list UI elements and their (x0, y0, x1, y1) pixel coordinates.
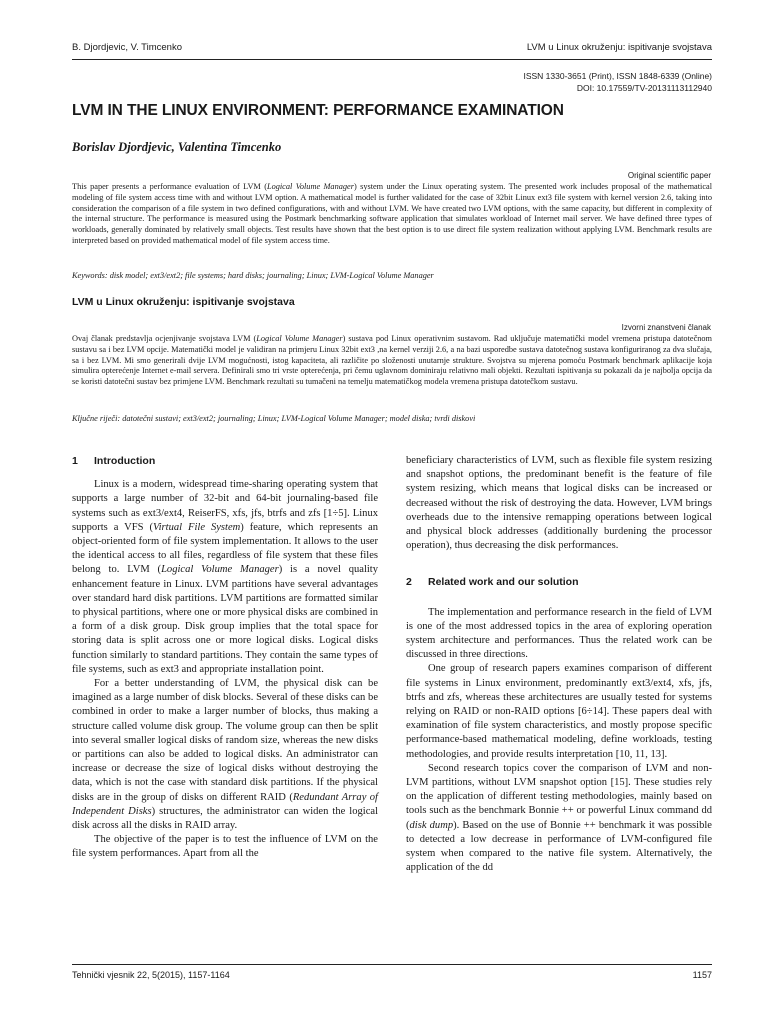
keywords-english: Keywords: disk model; ext3/ext2; file systems; hard disks; journaling; Linux; LVM-Logical Volume Manager (72, 271, 434, 280)
footer-rule (72, 964, 712, 965)
abstract-croatian: Ovaj članak predstavlja ocjenjivanje svojstava LVM (Logical Volume Manager) sustava pod Linux operativnim sustavom. Rad uključuje matematički model vremena pristupa datotečnom sustavu sa i bez LVM opcije. Matematički model je validiran na primjeru Linux 32bit ext3 ,na kernel verziji 2.6, a na bazi usporedbe sustava datotečnog sustava konfiguriranog za dva slučaja, sa i bez LVM. Mi smo generirali dvije LVM mogućnosti, istog kapaciteta, ali različite po složenosti unutarnje strukture. Svojstva su mjerena pomoću Postmark benchmark aplikacije koja simulira opterećenje Internet e-mail servera. Definirali smo tri vrste opterećenja, pri čemu uglavnom dominiraju relativno mali objekti. Rezultati ispitivanja su pokazali da je najbolja opcija da se koristi datotečni sustav bez primjene LVM. Benchmark rezultati su tumačeni na temelju matematičkog modela vremena pristupa datotečkom sustavu. (72, 334, 713, 387)
right-column (406, 454, 712, 875)
croatian-title: LVM u Linux okruženju: ispitivanje svojstava (72, 296, 295, 308)
doi-line: DOI: 10.17559/TV-20131113112940 (576, 83, 712, 93)
intro-paragraph-1: Linux is a modern, widespread time-sharing operating system that supports a large number of 32-bit and 64-bit journaling-based file systems such as ext3/ext4, ReiserFS, xfs, jfs, btrfs and zfs [1÷5]. Linux supports a VFS (Virtual File System) feature, which represents an object-oriented form of file system implementation. It allows to the user the identical access to all files, regardless of file system that these files belong to. LVM (Logical Volume Manager) is a novel quality enhancement feature in Linux. LVM partitions have several advantages over standard hard disk partitions. LVM partitions are formatted similar to physical partitions, where one or more physical disks are combined in a form of a disk group. Disk group implies that the total space for storing data is split across one or more logical disks. Logical disks function similarly to standard partitions. They contain the same types of file systems, such as ext3 and appropriate installation point. (72, 479, 379, 675)
running-header-title: LVM u Linux okruženju: ispitivanje svojstava (526, 42, 712, 53)
intro-paragraph-3: The objective of the paper is to test the influence of LVM on the file system performances. Apart from all the (72, 834, 378, 860)
abstract-english: This paper presents a performance evaluation of LVM (Logical Volume Manager) system under the Linux operating system. The presented work includes proposal of the mathematical modeling of file system access time with and without LVM option. A mathematical model is further validated for the case of 32bit Linux ext3 file system with kernel version 2.6, taking into consideration the comparison of a file system in two defined configurations, with and without LVM. We have created two LVM options, with the same capacity, but different in complexity of the internal structure. The performance is measured using the Postmark benchmarking software application that simulates workload of Internet mail server. We have defined three types of workloads, generally dominated by relatively small objects. Test results have shown that the best option is to use direct file system realization without applying LVM. Benchmark results are interpreted based on provided mathematical model of file system access time. (72, 182, 713, 245)
paper-authors: Borislav Djordjevic, Valentina Timcenko (72, 140, 282, 154)
header-rule (72, 59, 712, 60)
related-paragraph-1: The implementation and performance research in the field of LVM is one of the most addressed topics in the area of exploring operation system architecture and performances. Thus the related work can be discussed in three directions. (406, 606, 712, 661)
left-column (72, 454, 378, 862)
paper-title: LVM IN THE LINUX ENVIRONMENT: PERFORMANCE EXAMINATION (72, 102, 564, 119)
issn-line: ISSN 1330-3651 (Print), ISSN 1848-6339 (Online) (523, 71, 712, 81)
croatian-paper-type-label: Izvorni znanstveni članak (621, 323, 711, 332)
running-header-authors: B. Djordjevic, V. Timcenko (72, 42, 182, 53)
section-heading-introduction: 1 Introduction (72, 455, 156, 467)
intro-paragraph-2: For a better understanding of LVM, the physical disk can be imagined as a large number of disk blocks. Several of these disks can be combined in order to make a larger number of blocks, thus making a structure called volume disk group. The volume group can then be split into several smaller logical disks of random size, whereas the new disks or partitions can also be added to logical disks. An administrator can increase or decrease the size of logical disks without destroying the data, which is not the case with standard disk partitions. If the physical disks are in the group of disks on different RAID (Redundant Array of Independent Disks) structures, the administrator can widen the logical disk across all the disks in RAID array. (72, 678, 378, 832)
footer-page-number: 1157 (692, 970, 712, 980)
paper-type-label: Original scientific paper (627, 171, 711, 180)
related-paragraph-3: Second research topics cover the comparison of LVM and non-LVM partitions, without LVM snapshot option [15]. These studies rely on the application of different testing methodologies, mainly based on tools such as the benchmark Bonnie ++ or powerful Linux command dd (disk dump). Based on the use of Bonnie ++ benchmark it was possible to detected a low decrease in performance of LVM-configured file system when compared to the native file system. Alternatively, the application of the dd (406, 762, 712, 874)
keywords-croatian: Ključne riječi: datotečni sustavi; ext3/ext2; journaling; Linux; LVM-Logical Volume Manager; model diska; tvrdi diskovi (72, 414, 476, 423)
related-paragraph-2: One group of research papers examines comparison of different file systems in Linux environment, predominantly ext3/ext4, xfs, jfs, btrfs and zfs, whereas these architectures are usually tested for systems relying on RAID or non-RAID options [6÷14]. These papers deal with examination of file system characteristics, and mostly propose specific performance-based mathematical modeling, define workloads, testing methodologies, and provide results interpretation [10, 11, 13]. (406, 663, 712, 760)
footer-journal: Tehnički vjesnik 22, 5(2015), 1157-1164 (72, 970, 230, 980)
section-heading-related-work: 2 Related work and our solution (406, 576, 579, 589)
intro-paragraph-continued: beneficiary characteristics of LVM, such as flexible file system resizing and snapshot options, the predominant benefit is the feature of file system resizing, which means that logical disks can be increased or decreased without the risk of destroying the data. However, LVM brings overheads due to the intensive remapping operations between logical and physical block addresses (additionally burdening the processor operation), thus decreasing the disk performances. (406, 455, 712, 552)
